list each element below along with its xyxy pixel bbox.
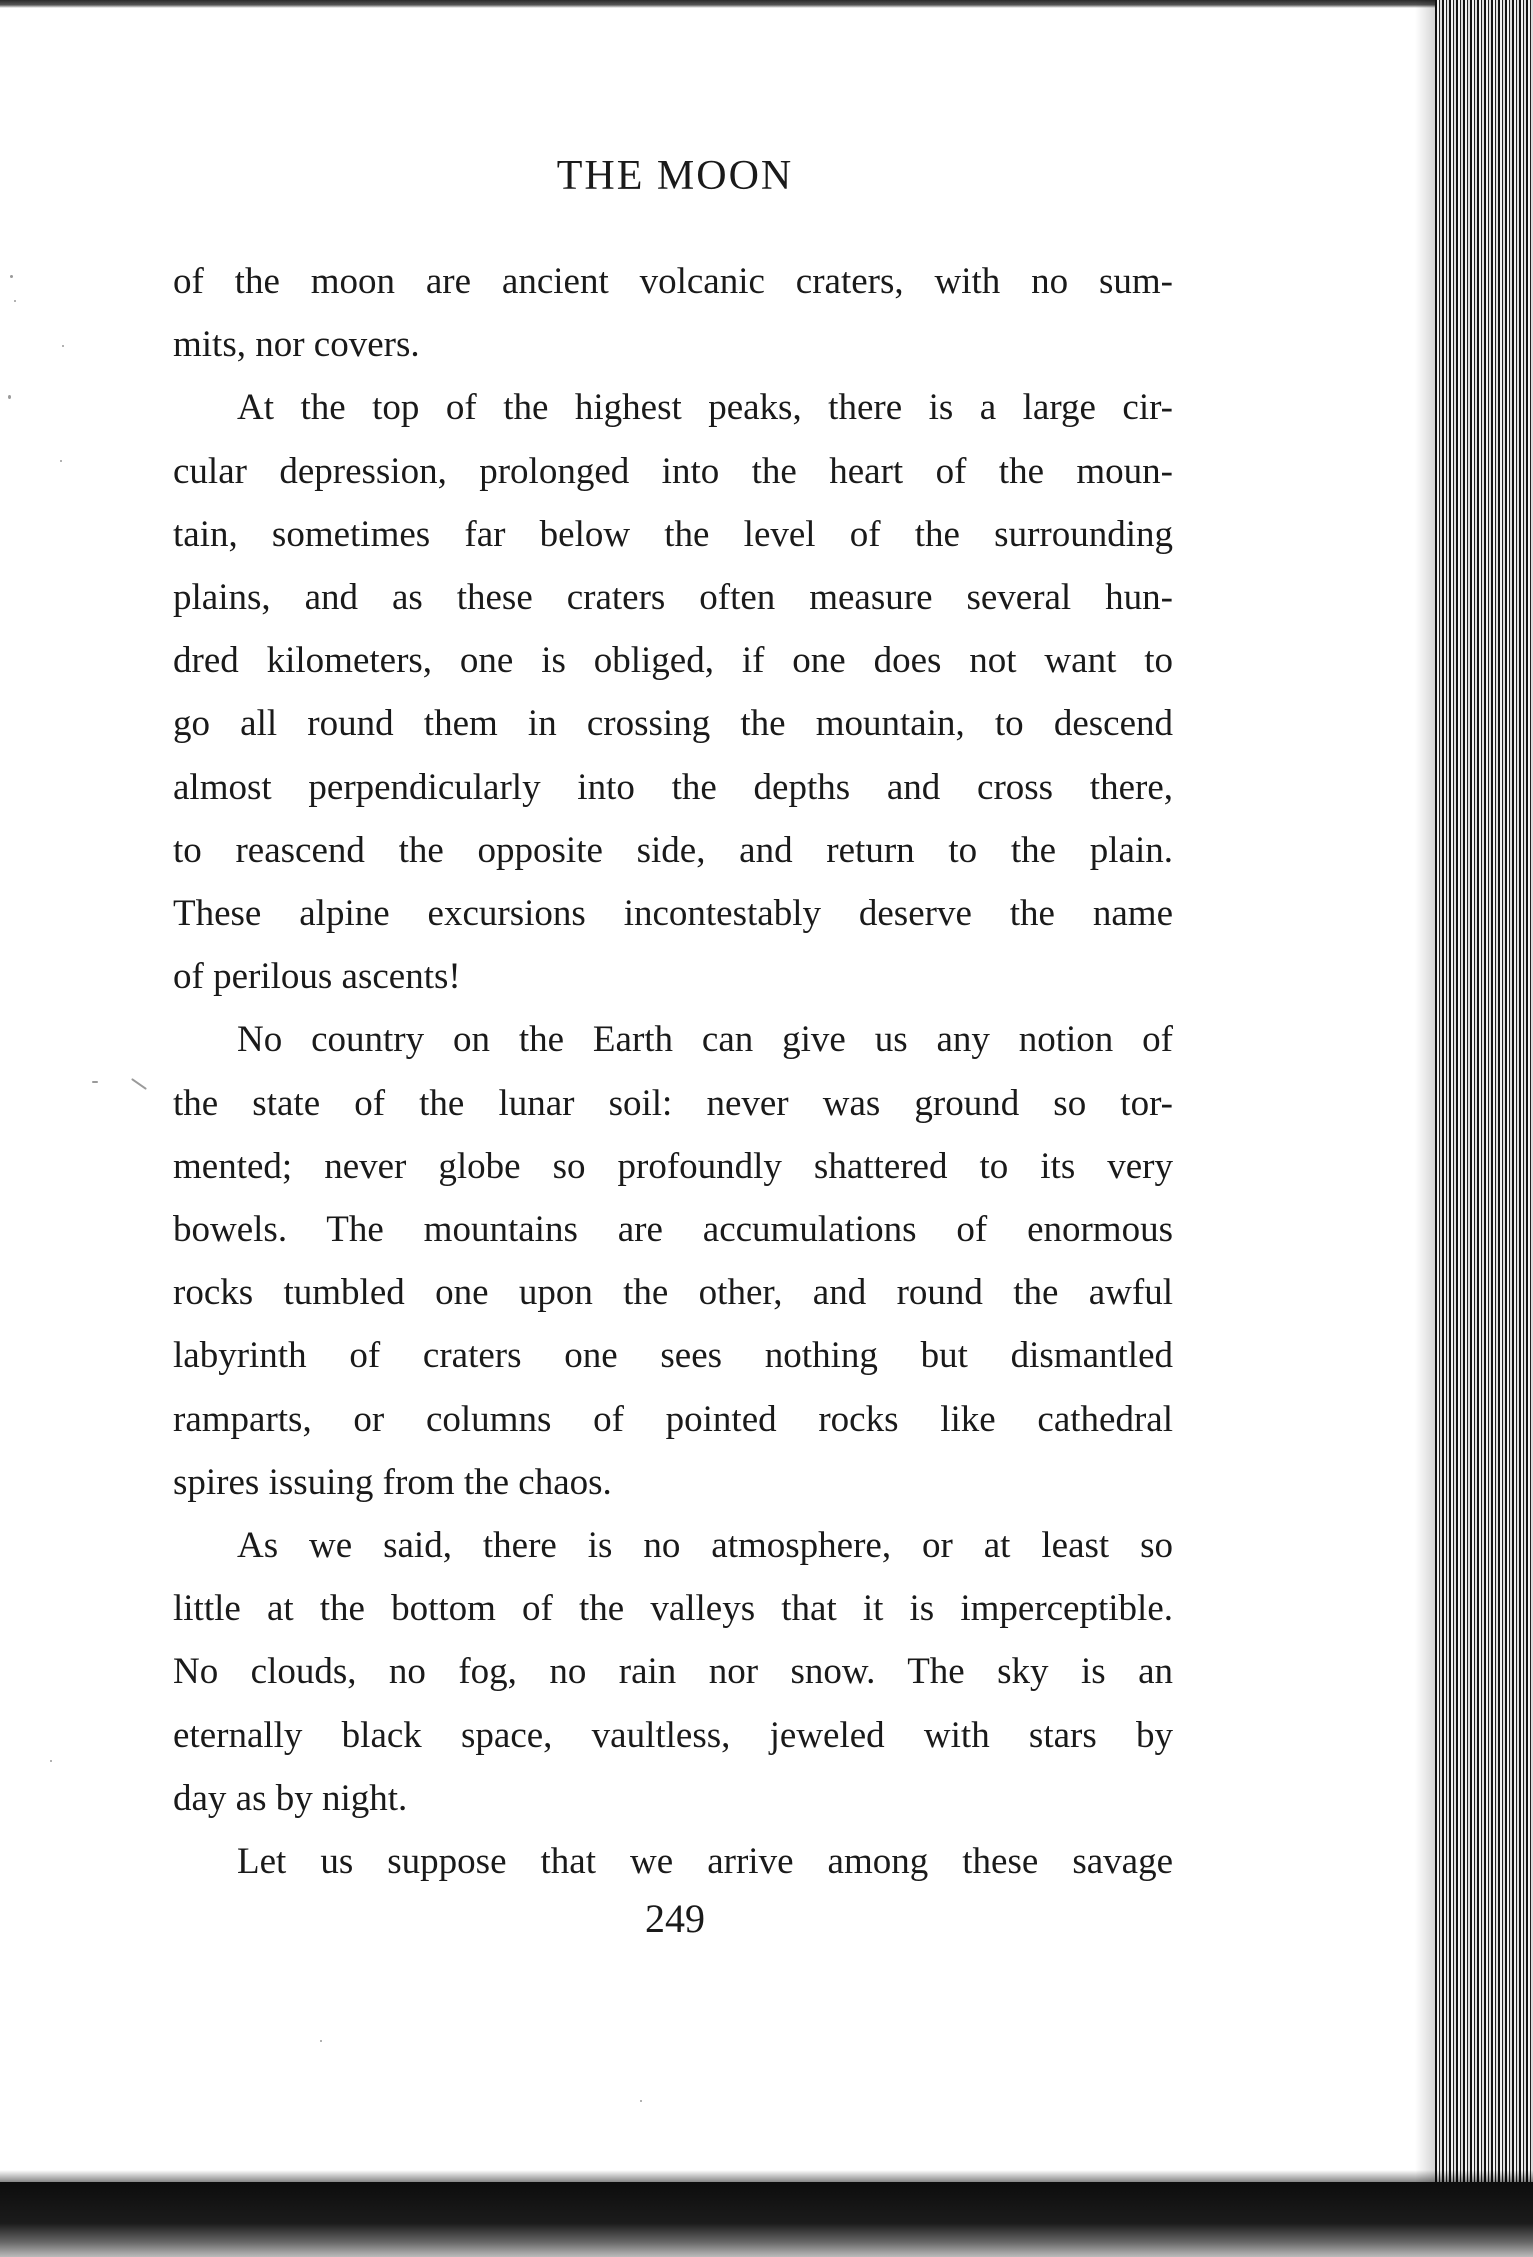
text-line: At the top of the highest peaks, there is a large cir-	[237, 387, 1173, 429]
text-line: labyrinth of craters one sees nothing but dismantled	[173, 1335, 1173, 1377]
text-line: rocks tumbled one upon the other, and round the awful	[173, 1272, 1173, 1314]
text-line: These alpine excursions incontestably deserve the name	[173, 893, 1173, 935]
scan-speck	[92, 1081, 98, 1083]
body-text	[173, 250, 1173, 1893]
text-line: mented; never globe so profoundly shattered to its very	[173, 1145, 1173, 1187]
text-line: Let us suppose that we arrive among these savage	[237, 1841, 1173, 1883]
text-line: day as by night.	[173, 1777, 408, 1819]
text-line: bowels. The mountains are accumulations of enormous	[173, 1209, 1173, 1251]
text-line: of perilous ascents!	[173, 956, 461, 998]
paragraph	[173, 376, 1173, 1008]
scan-speck	[640, 2100, 642, 2102]
scan-speck	[10, 275, 13, 278]
text-line: the state of the lunar soil: never was ground so tor-	[173, 1082, 1173, 1124]
scan-speck	[60, 460, 62, 462]
scan-speck	[62, 345, 64, 347]
text-line: No clouds, no fog, no rain nor snow. The sky is an	[173, 1651, 1173, 1693]
text-line: of the moon are ancient volcanic craters, with no sum-	[173, 261, 1173, 302]
text-line: almost perpendicularly into the depths and cross there,	[173, 766, 1173, 808]
running-head: THE MOON	[556, 153, 794, 199]
text-line: No country on the Earth can give us any notion of	[237, 1019, 1173, 1061]
scan-top-edge	[0, 0, 1533, 8]
text-line: eternally black space, vaultless, jeweled with stars by	[173, 1714, 1173, 1756]
paragraph	[173, 1008, 1173, 1514]
text-line: to reascend the opposite side, and return to the plain.	[173, 829, 1173, 871]
text-line: dred kilometers, one is obliged, if one does not want to	[173, 640, 1173, 682]
scan-speck	[50, 1760, 52, 1762]
text-line: tain, sometimes far below the level of the surrounding	[173, 513, 1173, 555]
text-line: mits, nor covers.	[173, 324, 420, 366]
paragraph	[173, 250, 1173, 376]
page-gutter-shadow	[1415, 0, 1437, 2257]
text-line: spires issuing from the chaos.	[173, 1461, 612, 1503]
text-line: little at the bottom of the valleys that it is imperceptible.	[173, 1588, 1173, 1630]
scan-speck	[8, 395, 11, 399]
scan-bottom-edge	[0, 2182, 1533, 2257]
text-line: As we said, there is no atmosphere, or at least so	[237, 1525, 1173, 1567]
text-line: go all round them in crossing the mountain, to descend	[173, 703, 1173, 745]
scan-speck	[14, 300, 16, 302]
page-number: 249	[645, 1896, 705, 1941]
scan-speck	[131, 1078, 147, 1090]
text-line: cular depression, prolonged into the heart of the moun-	[173, 450, 1173, 492]
book-page-stack-edge	[1435, 0, 1533, 2257]
paragraph	[173, 1514, 1173, 1830]
text-line: ramparts, or columns of pointed rocks like cathedral	[173, 1398, 1173, 1440]
scan-speck	[320, 2040, 322, 2042]
text-line: plains, and as these craters often measure several hun-	[173, 577, 1173, 619]
paragraph	[173, 1830, 1173, 1893]
